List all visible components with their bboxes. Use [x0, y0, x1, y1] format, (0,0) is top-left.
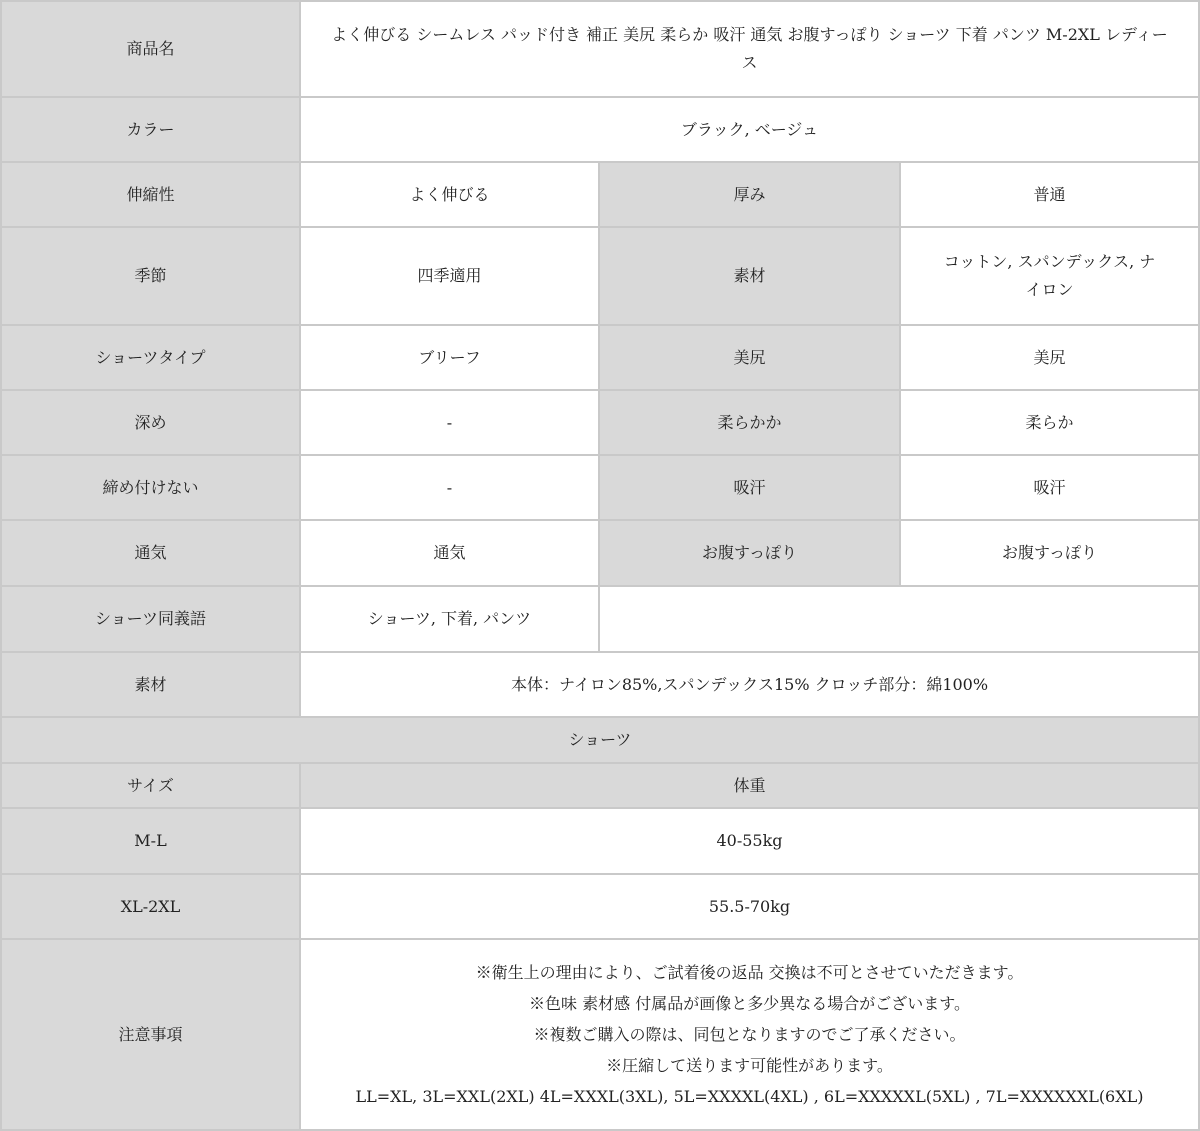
- value-bijiri: 美尻: [901, 326, 1198, 389]
- label-tummy: お腹すっぽり: [600, 521, 899, 585]
- label-material: 素材: [2, 653, 299, 716]
- size-row-2-size: XL-2XL: [2, 875, 299, 938]
- value-color: ブラック, ベージュ: [301, 98, 1198, 161]
- value-season: 四季適用: [301, 228, 598, 324]
- note-line-4: ※圧縮して送ります可能性があります。: [606, 1056, 893, 1075]
- label-shorts-type: ショーツタイプ: [2, 326, 299, 389]
- label-color: カラー: [2, 98, 299, 161]
- label-breathable: 通気: [2, 521, 299, 585]
- empty-cell: [600, 587, 1198, 651]
- label-material-short: 素材: [600, 228, 899, 324]
- value-deep: -: [301, 391, 598, 454]
- value-synonyms: ショーツ, 下着, パンツ: [301, 587, 598, 651]
- note-line-1: ※衛生上の理由により、ご試着後の返品 交換は不可とさせていただきます。: [475, 963, 1024, 982]
- label-bijiri: 美尻: [600, 326, 899, 389]
- label-sweat: 吸汗: [600, 456, 899, 519]
- value-stretch: よく伸びる: [301, 163, 598, 226]
- size-row-1-size: M-L: [2, 809, 299, 873]
- value-soft: 柔らか: [901, 391, 1198, 454]
- value-material-short: コットン, スパンデックス, ナイロン: [901, 228, 1198, 324]
- note-line-3: ※複数ご購入の際は、同包となりますのでご了承ください。: [533, 1025, 966, 1044]
- value-product-name: よく伸びる シームレス パッド付き 補正 美尻 柔らか 吸汗 通気 お腹すっぽり ショーツ 下着 パンツ M-2XL レディース: [301, 2, 1198, 96]
- size-row-2-weight: 55.5-70kg: [301, 875, 1198, 938]
- note-line-5: LL=XL, 3L=XXL(2XL) 4L=XXXL(3XL), 5L=XXXXL(4XL) , 6L=XXXXXL(5XL) , 7L=XXXXXXL(6XL): [355, 1087, 1144, 1106]
- value-material: 本体：ナイロン85%,スパンデックス15% クロッチ部分：綿100%: [301, 653, 1198, 716]
- value-not-tight: -: [301, 456, 598, 519]
- value-sweat: 吸汗: [901, 456, 1198, 519]
- label-season: 季節: [2, 228, 299, 324]
- label-notes: 注意事項: [2, 940, 299, 1129]
- value-shorts-type: ブリーフ: [301, 326, 598, 389]
- value-breathable: 通気: [301, 521, 598, 585]
- notes-block: [301, 940, 1198, 1129]
- label-product-name: 商品名: [2, 2, 299, 96]
- label-synonyms: ショーツ同義語: [2, 587, 299, 651]
- weight-header: 体重: [301, 764, 1198, 807]
- label-thickness: 厚み: [600, 163, 899, 226]
- value-tummy: お腹すっぽり: [901, 521, 1198, 585]
- label-not-tight: 締め付けない: [2, 456, 299, 519]
- label-soft: 柔らかか: [600, 391, 899, 454]
- size-section-title: ショーツ: [2, 718, 1198, 762]
- label-deep: 深め: [2, 391, 299, 454]
- value-thickness: 普通: [901, 163, 1198, 226]
- size-header: サイズ: [2, 764, 299, 807]
- note-line-2: ※色味 素材感 付属品が画像と多少異なる場合がございます。: [529, 994, 970, 1013]
- size-row-1-weight: 40-55kg: [301, 809, 1198, 873]
- label-stretch: 伸縮性: [2, 163, 299, 226]
